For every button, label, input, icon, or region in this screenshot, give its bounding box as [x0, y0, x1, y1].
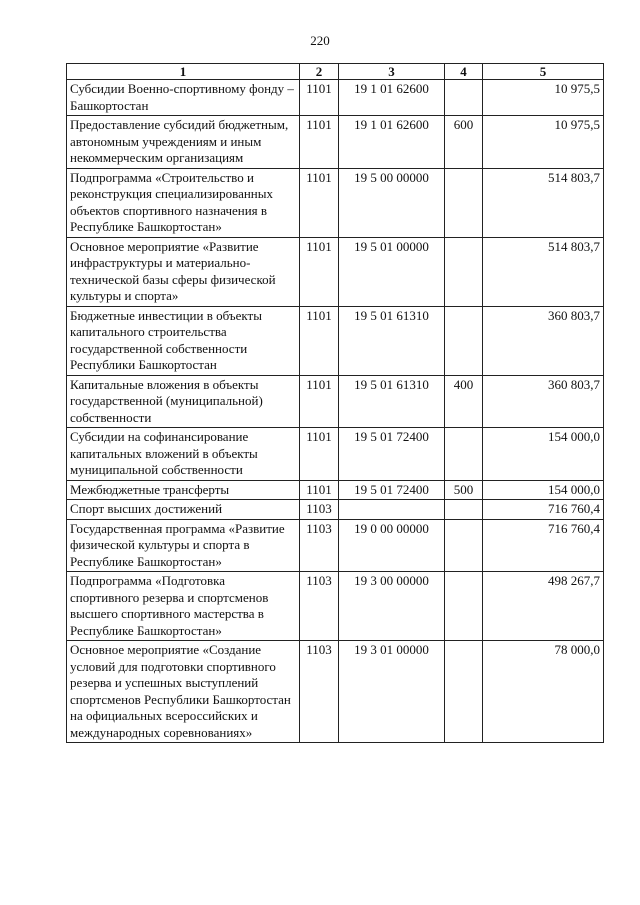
row-section: 1101 — [300, 168, 339, 237]
row-amount: 78 000,0 — [483, 641, 604, 743]
row-target-article: 19 5 00 00000 — [339, 168, 445, 237]
row-amount: 360 803,7 — [483, 306, 604, 375]
row-target-article: 19 1 01 62600 — [339, 80, 445, 116]
row-section: 1103 — [300, 519, 339, 572]
row-target-article: 19 5 01 61310 — [339, 306, 445, 375]
column-header-2: 2 — [300, 64, 339, 80]
table-row — [67, 519, 604, 572]
row-expense-type: 600 — [445, 116, 483, 169]
row-target-article: 19 0 00 00000 — [339, 519, 445, 572]
row-amount: 514 803,7 — [483, 237, 604, 306]
row-name: Капитальные вложения в объекты государственной (муниципальной) собственности — [67, 375, 300, 428]
row-name: Государственная программа «Развитие физической культуры и спорта в Республике Башкортостан» — [67, 519, 300, 572]
row-section: 1101 — [300, 237, 339, 306]
budget-table — [66, 63, 604, 743]
row-amount: 716 760,4 — [483, 519, 604, 572]
table-row — [67, 500, 604, 520]
row-amount: 154 000,0 — [483, 428, 604, 481]
row-target-article: 19 5 01 72400 — [339, 480, 445, 500]
page-number: 220 — [310, 33, 330, 48]
table-row — [67, 480, 604, 500]
row-name: Межбюджетные трансферты — [67, 480, 300, 500]
row-amount: 154 000,0 — [483, 480, 604, 500]
row-target-article: 19 5 01 00000 — [339, 237, 445, 306]
row-section: 1101 — [300, 428, 339, 481]
table-row — [67, 80, 604, 116]
row-expense-type — [445, 572, 483, 641]
row-expense-type — [445, 428, 483, 481]
row-target-article: 19 1 01 62600 — [339, 116, 445, 169]
row-expense-type: 400 — [445, 375, 483, 428]
row-expense-type — [445, 237, 483, 306]
table-row — [67, 306, 604, 375]
row-target-article: 19 5 01 61310 — [339, 375, 445, 428]
row-amount: 716 760,4 — [483, 500, 604, 520]
row-section: 1103 — [300, 572, 339, 641]
row-name: Основное мероприятие «Создание условий для подготовки спортивного резерва и успешных выступлений спортсменов Республики Башкортостан на официальных всероссийских и международных соревнованиях» — [67, 641, 300, 743]
row-name: Спорт высших достижений — [67, 500, 300, 520]
row-name: Подпрограмма «Подготовка спортивного резерва и спортсменов высшего спортивного мастерства в Республике Башкортостан» — [67, 572, 300, 641]
row-name: Субсидии Военно-спортивному фонду – Башкортостан — [67, 80, 300, 116]
row-section: 1101 — [300, 116, 339, 169]
row-expense-type — [445, 641, 483, 743]
row-section: 1101 — [300, 375, 339, 428]
column-header-5: 5 — [483, 64, 604, 80]
row-section: 1103 — [300, 500, 339, 520]
row-amount: 360 803,7 — [483, 375, 604, 428]
table-row — [67, 641, 604, 743]
table-row — [67, 572, 604, 641]
row-expense-type — [445, 306, 483, 375]
table-row — [67, 375, 604, 428]
row-expense-type — [445, 519, 483, 572]
column-header-1: 1 — [67, 64, 300, 80]
row-amount: 498 267,7 — [483, 572, 604, 641]
column-header-4: 4 — [445, 64, 483, 80]
row-name: Субсидии на софинансирование капитальных вложений в объекты муниципальной собственности — [67, 428, 300, 481]
row-name: Бюджетные инвестиции в объекты капитального строительства государственной собственности Республики Башкортостан — [67, 306, 300, 375]
table-row — [67, 237, 604, 306]
table-row — [67, 168, 604, 237]
row-amount: 10 975,5 — [483, 116, 604, 169]
row-target-article: 19 5 01 72400 — [339, 428, 445, 481]
row-name: Подпрограмма «Строительство и реконструкция специализированных объектов спортивного назначения в Республике Башкортостан» — [67, 168, 300, 237]
row-target-article: 19 3 01 00000 — [339, 641, 445, 743]
row-expense-type: 500 — [445, 480, 483, 500]
row-section: 1101 — [300, 306, 339, 375]
row-section: 1101 — [300, 480, 339, 500]
row-name: Основное мероприятие «Развитие инфраструктуры и материально-технической базы сферы физической культуры и спорта» — [67, 237, 300, 306]
row-section: 1101 — [300, 80, 339, 116]
row-amount: 514 803,7 — [483, 168, 604, 237]
row-section: 1103 — [300, 641, 339, 743]
row-name: Предоставление субсидий бюджетным, автономным учреждениям и иным некоммерческим организациям — [67, 116, 300, 169]
table-row — [67, 428, 604, 481]
row-expense-type — [445, 80, 483, 116]
column-header-3: 3 — [339, 64, 445, 80]
row-target-article — [339, 500, 445, 520]
table-row — [67, 116, 604, 169]
row-target-article: 19 3 00 00000 — [339, 572, 445, 641]
row-expense-type — [445, 500, 483, 520]
table-header-row — [67, 64, 604, 80]
row-expense-type — [445, 168, 483, 237]
row-amount: 10 975,5 — [483, 80, 604, 116]
